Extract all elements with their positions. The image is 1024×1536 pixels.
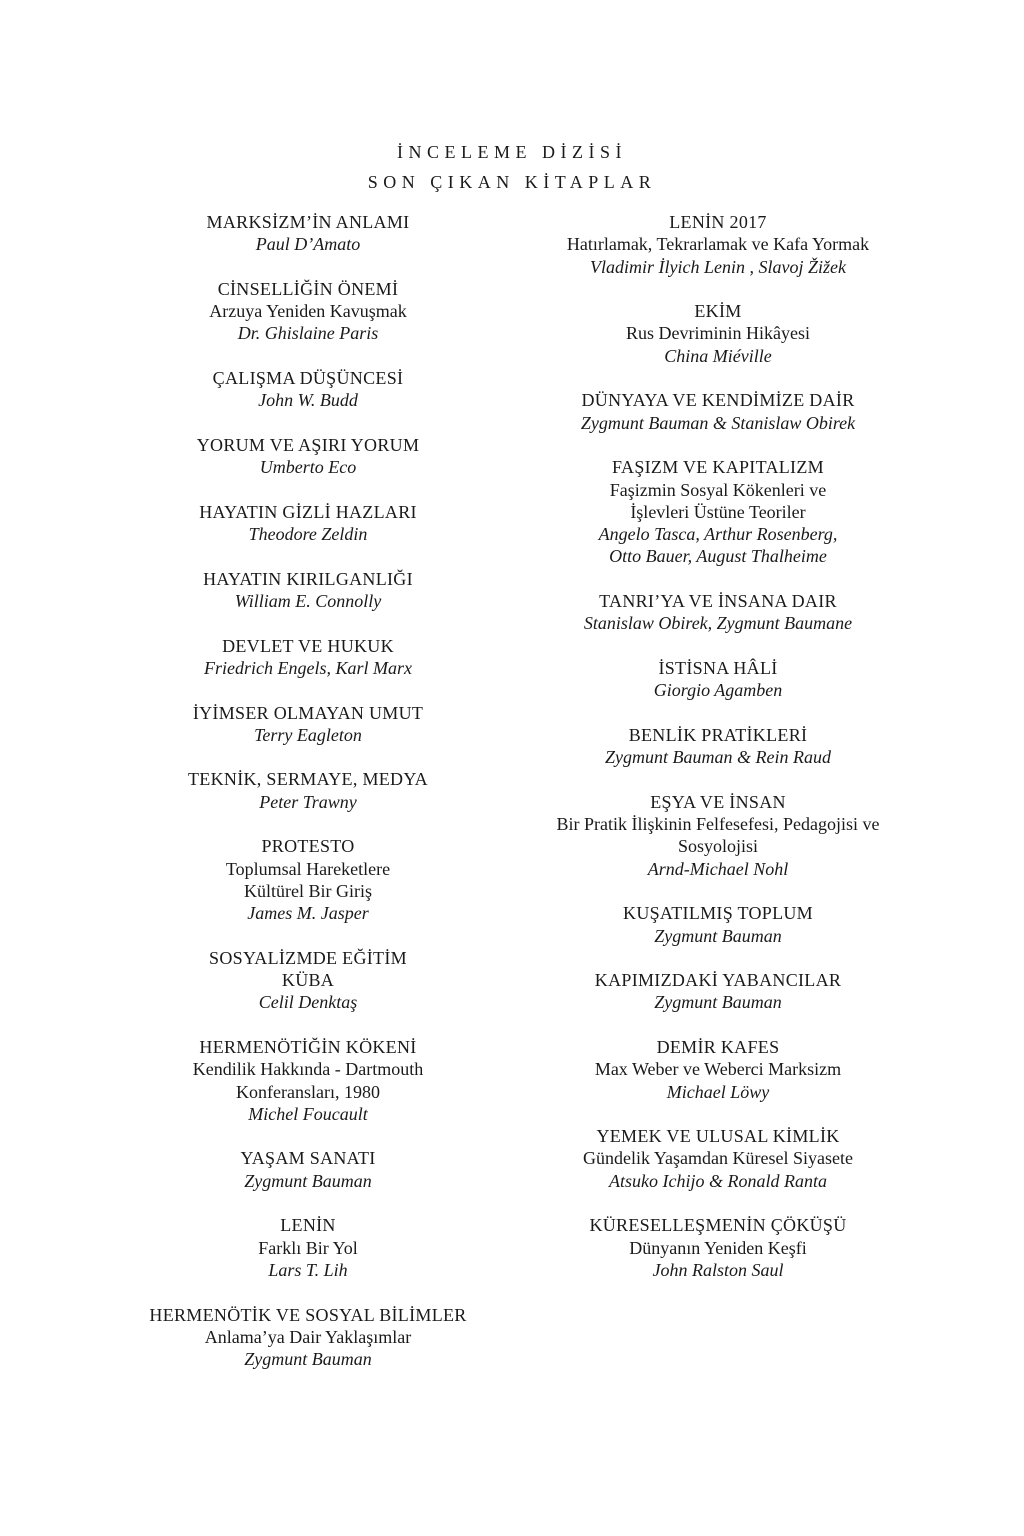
book-title: YEMEK VE ULUSAL KİMLİK	[596, 1126, 840, 1147]
book-author: Zygmunt Bauman & Rein Raud	[605, 747, 831, 768]
book-title: LENİN	[280, 1215, 336, 1236]
book-author: Theodore Zeldin	[248, 524, 368, 545]
book-author: Paul D’Amato	[255, 234, 361, 255]
book-entry	[118, 278, 498, 345]
book-entry	[528, 791, 908, 880]
book-author: Umberto Eco	[259, 457, 357, 478]
book-entry	[118, 947, 498, 1014]
book-title: HERMENÖTİĞİN KÖKENİ	[199, 1036, 417, 1057]
book-title: BENLİK PRATİKLERİ	[628, 724, 808, 745]
book-subtitle: Toplumsal Hareketlere	[225, 858, 391, 879]
book-subtitle: Gündelik Yaşamdan Küresel Siyasete	[583, 1148, 853, 1169]
book-title: DÜNYAYA VE KENDİMİZE DAİR	[581, 390, 855, 411]
book-title: CİNSELLİĞİN ÖNEMİ	[217, 278, 399, 299]
book-entry	[528, 1214, 908, 1281]
book-author: Michael Löwy	[666, 1081, 770, 1102]
book-author: John W. Budd	[258, 390, 358, 411]
left-book-list	[118, 211, 498, 1393]
book-subtitle: Kendilik Hakkında - Dartmouth	[192, 1059, 424, 1080]
book-author: Vladimir İlyich Lenin , Slavoj Žižek	[590, 256, 846, 277]
book-author: Peter Trawny	[259, 791, 357, 812]
book-title: HAYATIN GİZLİ HAZLARI	[199, 501, 417, 522]
book-title: KÜRESELLEŞMENİN ÇÖKÜŞÜ	[589, 1215, 847, 1236]
book-author: Zygmunt Bauman & Stanislaw Obirek	[580, 412, 856, 433]
book-entry	[118, 1304, 498, 1371]
book-entry	[528, 969, 908, 1014]
book-author: Angelo Tasca, Arthur Rosenberg,	[598, 524, 838, 545]
book-author: Terry Eagleton	[254, 724, 362, 745]
book-title: ÇALIŞMA DÜŞÜNCESİ	[212, 368, 404, 389]
book-title: LENİN 2017	[669, 212, 767, 232]
book-entry	[528, 300, 908, 367]
book-author: Zygmunt Bauman	[654, 992, 782, 1013]
book-entry	[528, 590, 908, 635]
book-subtitle: Sosyolojisi	[677, 836, 759, 857]
book-entry	[118, 635, 498, 680]
book-subtitle: Kültürel Bir Giriş	[244, 880, 372, 901]
book-subtitle: Hatırlamak, Tekrarlamak ve Kafa Yormak	[566, 234, 870, 255]
book-author: Dr. Ghislaine Paris	[237, 323, 379, 344]
book-subtitle: İşlevleri Üstüne Teoriler	[630, 501, 806, 522]
book-title: TANRI’YA VE İNSANA DAIR	[599, 591, 837, 612]
book-author: Zygmunt Bauman	[244, 1170, 372, 1191]
book-author: James M. Jasper	[247, 903, 369, 924]
book-entry	[118, 501, 498, 546]
book-author: Zygmunt Bauman	[244, 1349, 372, 1370]
book-title: DEMİR KAFES	[656, 1036, 780, 1057]
book-entry	[118, 367, 498, 412]
book-title: İSTİSNA HÂLİ	[658, 657, 778, 678]
book-author: Atsuko Ichijo & Ronald Ranta	[609, 1170, 827, 1191]
book-title: EKİM	[694, 301, 742, 322]
book-title: DEVLET VE HUKUK	[222, 635, 394, 656]
book-entry	[528, 657, 908, 702]
series-subtitle: SON ÇIKAN KİTAPLAR	[367, 172, 657, 192]
book-author: Zygmunt Bauman	[654, 925, 782, 946]
book-entry	[528, 456, 908, 567]
book-author: China Miéville	[664, 345, 772, 366]
book-entry	[118, 434, 498, 479]
book-title: YORUM VE AŞIRI YORUM	[196, 434, 420, 455]
book-entry	[528, 1125, 908, 1192]
book-title: İYİMSER OLMAYAN UMUT	[192, 702, 424, 723]
book-entry	[118, 1147, 498, 1192]
book-entry	[118, 768, 498, 813]
book-subtitle: Max Weber ve Weberci Marksizm	[594, 1059, 842, 1080]
book-subtitle: Dünyanın Yeniden Keşfi	[629, 1237, 807, 1258]
book-author: Friedrich Engels, Karl Marx	[204, 657, 412, 678]
book-title: TEKNİK, SERMAYE, MEDYA	[188, 769, 428, 790]
book-entry	[528, 1036, 908, 1103]
book-title: EŞYA VE İNSAN	[650, 791, 786, 812]
book-entry	[118, 835, 498, 924]
book-subtitle: Bir Pratik İlişkinin Felfesefesi, Pedagojisi ve	[556, 814, 880, 835]
book-title: SOSYALİZMDE EĞİTİM	[209, 947, 407, 968]
book-author: Stanislaw Obirek, Zygmunt Baumane	[583, 613, 853, 634]
book-subtitle: Rus Devriminin Hikâyesi	[626, 323, 810, 344]
book-subtitle: Farklı Bir Yol	[258, 1237, 358, 1258]
book-author: Otto Bauer, August Thalheime	[609, 546, 827, 567]
book-author: Giorgio Agamben	[653, 680, 783, 701]
book-entry	[118, 211, 498, 256]
book-title: FAŞIZM VE KAPITALIZM	[612, 457, 824, 478]
book-entry	[118, 1036, 498, 1125]
book-title: HERMENÖTİK VE SOSYAL BİLİMLER	[149, 1304, 467, 1325]
book-title: KUŞATILMIŞ TOPLUM	[623, 903, 813, 924]
series-title: İNCELEME DİZİSİ	[397, 142, 627, 162]
book-author: John Ralston Saul	[652, 1259, 784, 1280]
book-author: Arnd-Michael Nohl	[647, 858, 789, 879]
right-book-list	[528, 211, 908, 1304]
book-title: HAYATIN KIRILGANLIĞI	[203, 568, 413, 589]
book-subtitle: Faşizmin Sosyal Kökenleri ve	[609, 479, 827, 500]
book-entry	[528, 211, 908, 278]
book-entry	[118, 1214, 498, 1281]
book-title: KÜBA	[281, 970, 335, 991]
book-entry	[528, 389, 908, 434]
book-title: YAŞAM SANATI	[240, 1148, 376, 1169]
book-subtitle: Konferansları, 1980	[236, 1081, 380, 1102]
book-entry	[118, 702, 498, 747]
book-entry	[528, 724, 908, 769]
series-header	[0, 137, 1024, 197]
book-entry	[528, 902, 908, 947]
book-entry	[118, 568, 498, 613]
book-title: MARKSİZM’İN ANLAMI	[206, 212, 410, 232]
book-title: PROTESTO	[261, 836, 355, 857]
book-title: KAPIMIZDAKİ YABANCILAR	[594, 970, 842, 991]
book-author: William E. Connolly	[234, 591, 382, 612]
book-author: Celil Denktaş	[258, 992, 358, 1013]
book-author: Michel Foucault	[248, 1103, 368, 1124]
book-subtitle: Arzuya Yeniden Kavuşmak	[209, 301, 407, 322]
book-subtitle: Anlama’ya Dair Yaklaşımlar	[204, 1326, 412, 1347]
book-author: Lars T. Lih	[268, 1259, 348, 1280]
